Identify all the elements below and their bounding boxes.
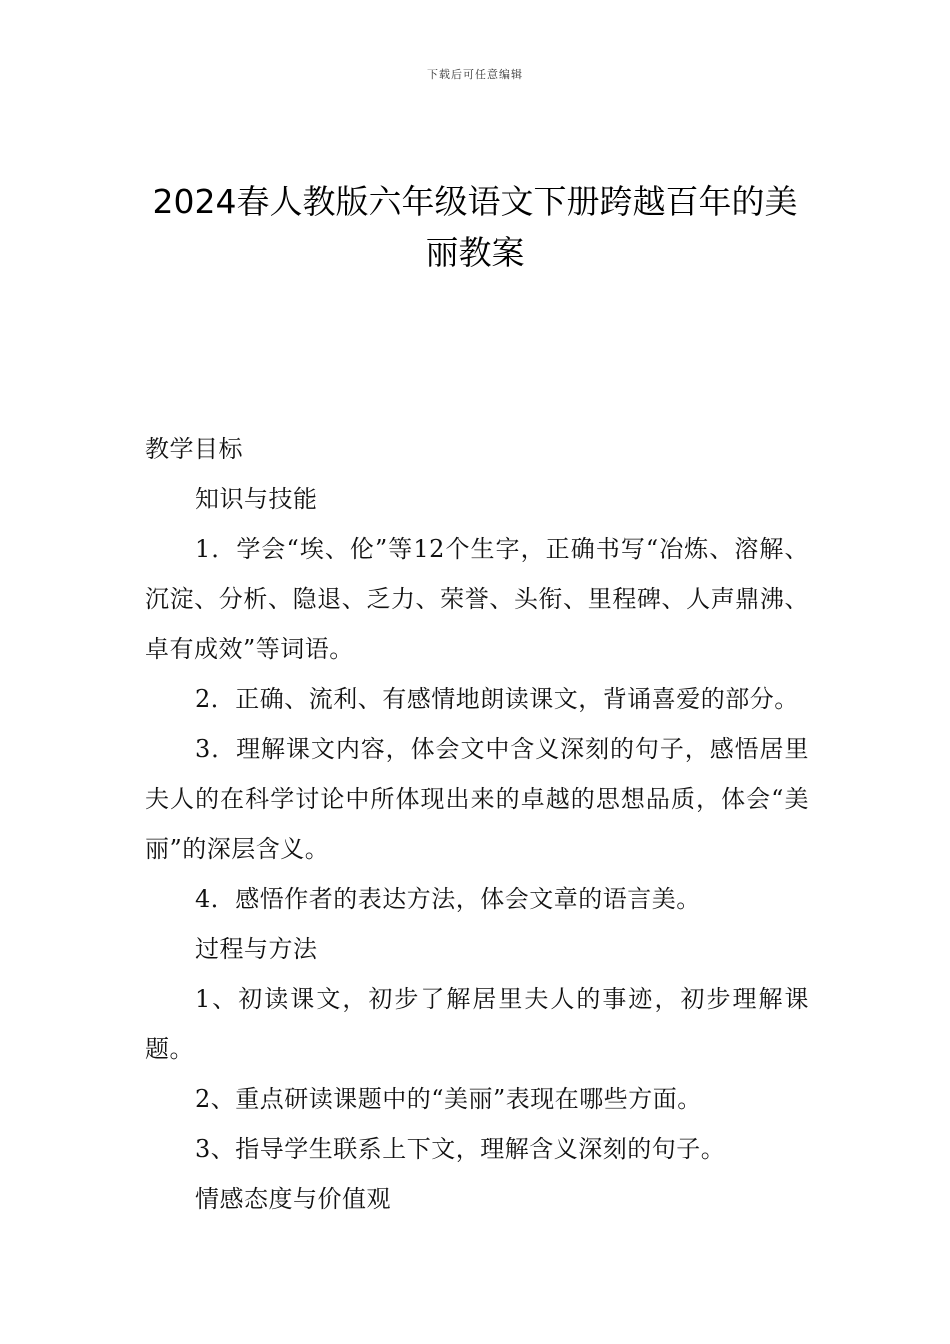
knowledge-item-4: 4．感悟作者的表达方法，体会文章的语言美。: [195, 885, 701, 913]
subheading-emotion-values: 情感态度与价值观: [195, 1185, 391, 1213]
subheading-process-methods: 过程与方法: [195, 935, 318, 963]
process-item-1: 1、初读课文，初步了解居里夫人的事迹，初步理解课题。: [145, 985, 809, 1063]
subheading-knowledge-skills: 知识与技能: [195, 485, 318, 513]
section-heading-teaching-goals: 教学目标: [145, 435, 243, 463]
document-body: [145, 424, 809, 1224]
knowledge-item-1: 1．学会“埃、伦”等12个生字，正确书写“冶炼、溶解、沉淀、分析、隐退、乏力、荣誉、头衔、里程碑、人声鼎沸、卓有成效”等词语。: [145, 535, 809, 663]
process-item-3: 3、指导学生联系上下文，理解含义深刻的句子。: [195, 1135, 726, 1163]
process-item-2: 2、重点研读课题中的“美丽”表现在哪些方面。: [195, 1085, 702, 1113]
header-note: 下载后可任意编辑: [427, 68, 523, 81]
knowledge-item-2: 2．正确、流利、有感情地朗读课文，背诵喜爱的部分。: [195, 685, 799, 713]
knowledge-item-3: 3．理解课文内容，体会文中含义深刻的句子，感悟居里夫人的在科学讨论中所体现出来的卓越的思想品质，体会“美丽”的深层含义。: [145, 735, 809, 863]
document-title: 2024春人教版六年级语文下册跨越百年的美丽教案: [152, 182, 798, 272]
